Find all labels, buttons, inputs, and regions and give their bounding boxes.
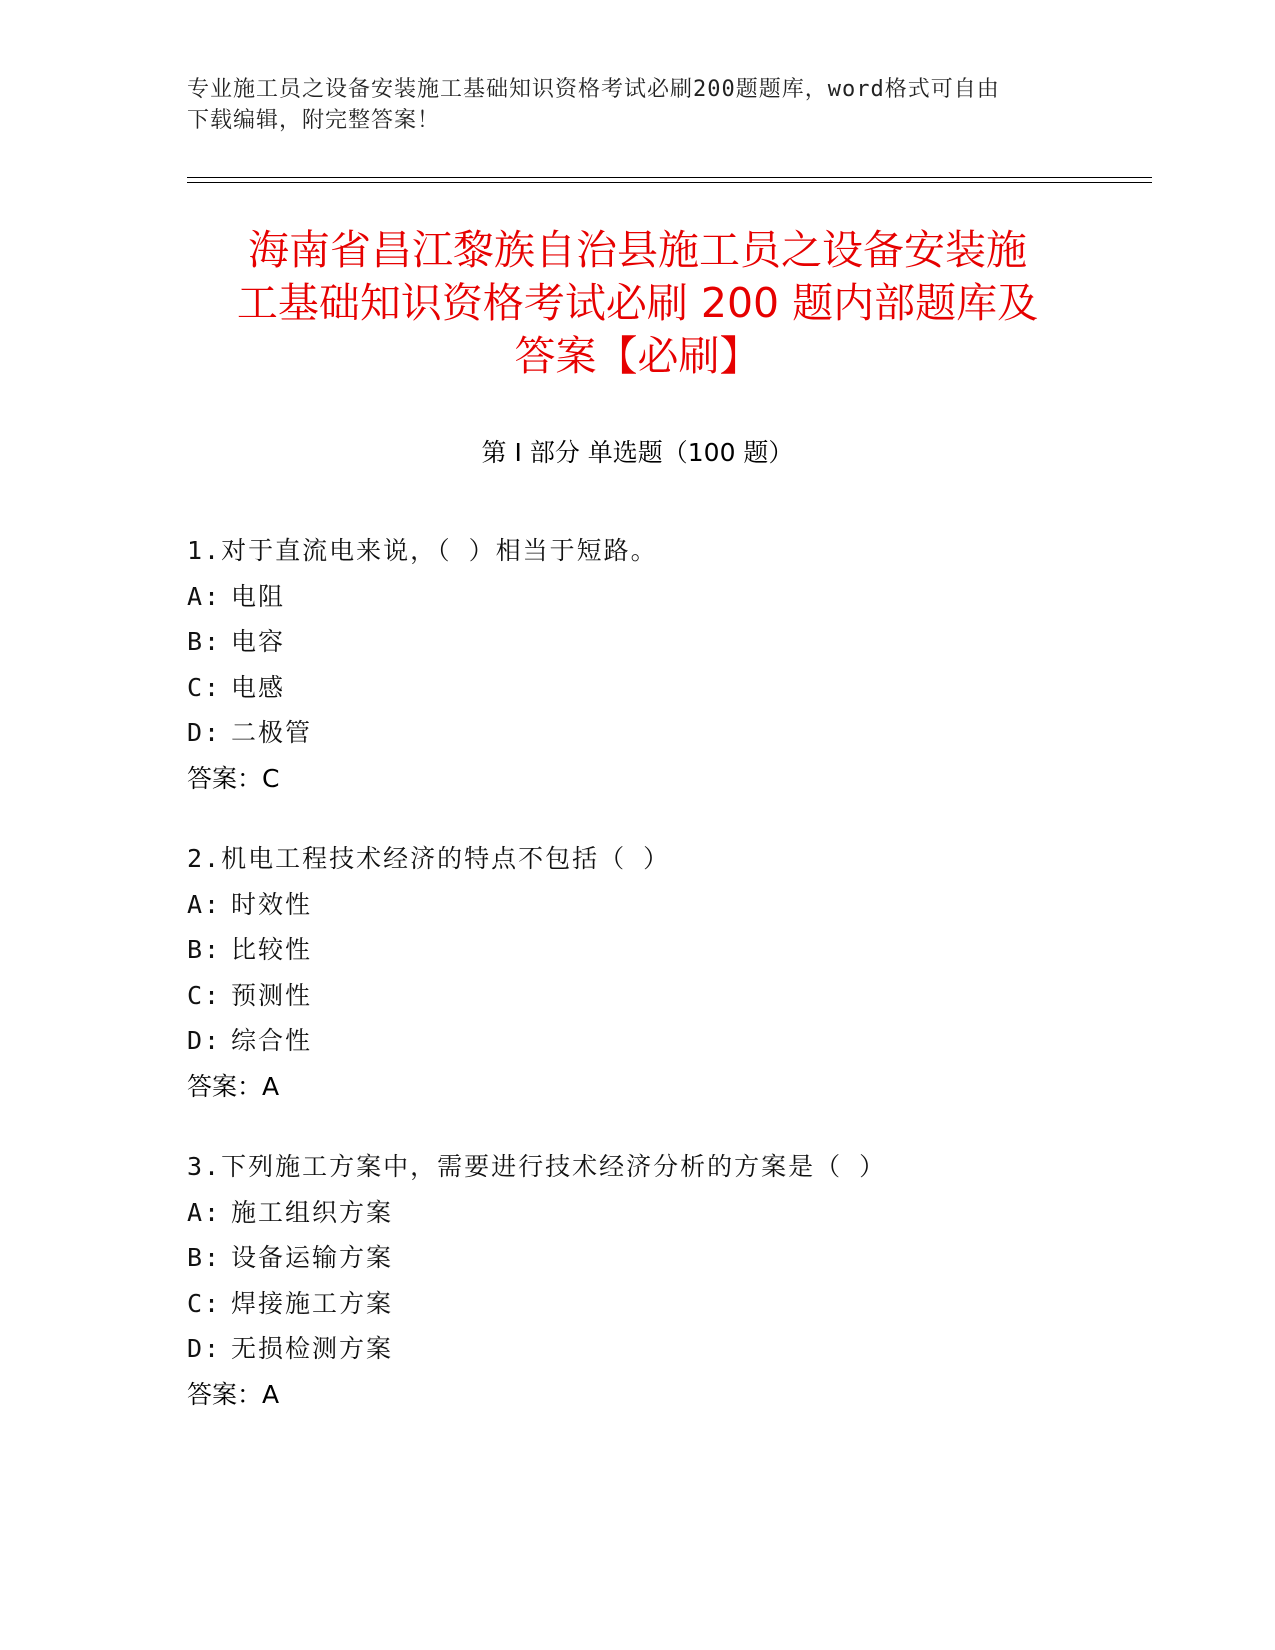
option-text: 预测性 — [231, 980, 313, 1010]
question-text: 机电工程技术经济的特点不包括（ ） — [221, 844, 671, 873]
question-1 — [187, 528, 1147, 801]
answer-line — [187, 756, 1147, 802]
question-number: 3. — [187, 1152, 222, 1181]
option-a — [187, 574, 1147, 620]
option-d — [187, 1326, 1147, 1372]
option-label: D: — [187, 1334, 222, 1363]
option-label: B: — [187, 1243, 222, 1272]
option-b — [187, 1235, 1147, 1281]
question-3 — [187, 1144, 1147, 1417]
option-d — [187, 1018, 1147, 1064]
answer-line — [187, 1064, 1147, 1110]
question-stem — [187, 528, 1147, 574]
answer-label: 答案： — [187, 1071, 263, 1101]
option-text: 电阻 — [231, 581, 286, 611]
answer-value: A — [262, 1071, 280, 1101]
answer-line — [187, 1372, 1147, 1418]
question-2 — [187, 836, 1147, 1109]
section-heading: 第 I 部分 单选题（100 题） — [481, 438, 794, 467]
option-c — [187, 973, 1147, 1019]
option-text: 电感 — [231, 672, 286, 702]
answer-label: 答案： — [187, 1379, 263, 1409]
option-label: B: — [187, 627, 222, 656]
question-stem — [187, 1144, 1147, 1190]
option-label: D: — [187, 718, 222, 747]
option-d — [187, 710, 1147, 756]
option-text: 比较性 — [231, 935, 313, 964]
title-line-2: 工基础知识资格考试必刷 200 题内部题库及 — [236, 279, 1039, 327]
header-line-1: 专业施工员之设备安装施工基础知识资格考试必刷200题题库，word格式可自由 — [187, 77, 1000, 102]
option-text: 焊接施工方案 — [231, 1288, 394, 1318]
option-b — [187, 619, 1147, 665]
option-text: 综合性 — [231, 1026, 313, 1055]
question-number: 1. — [187, 536, 222, 565]
option-text: 电容 — [231, 627, 286, 656]
document-title — [160, 224, 1115, 383]
header-divider-bottom — [187, 182, 1152, 183]
option-text: 施工组织方案 — [231, 1197, 394, 1227]
option-label: D: — [187, 1026, 222, 1055]
header-line-2: 下载编辑，附完整答案！ — [187, 108, 441, 133]
answer-label: 答案： — [187, 763, 263, 793]
option-label: C: — [187, 980, 222, 1010]
option-b — [187, 927, 1147, 973]
option-text: 时效性 — [231, 889, 313, 919]
question-stem — [187, 836, 1147, 882]
option-label: A: — [187, 581, 222, 611]
question-text: 下列施工方案中，需要进行技术经济分析的方案是（ ） — [221, 1152, 887, 1181]
title-line-1: 海南省昌江黎族自治县施工员之设备安装施 — [248, 226, 1027, 274]
option-text: 二极管 — [231, 718, 313, 747]
title-line-3: 答案【必刷】 — [514, 332, 761, 380]
question-list — [187, 528, 1147, 1452]
option-label: C: — [187, 672, 222, 702]
answer-value: C — [262, 763, 280, 793]
option-a — [187, 882, 1147, 928]
question-text: 对于直流电来说，（ ）相当于短路。 — [221, 536, 658, 565]
document-header — [187, 74, 1067, 136]
option-label: A: — [187, 889, 222, 919]
option-text: 设备运输方案 — [231, 1243, 394, 1272]
option-label: B: — [187, 935, 222, 964]
option-text: 无损检测方案 — [231, 1334, 394, 1363]
header-divider-top — [187, 177, 1152, 178]
option-label: C: — [187, 1288, 222, 1318]
option-label: A: — [187, 1197, 222, 1227]
option-c — [187, 1281, 1147, 1327]
option-c — [187, 665, 1147, 711]
question-number: 2. — [187, 844, 222, 873]
option-a — [187, 1190, 1147, 1236]
answer-value: A — [262, 1379, 280, 1409]
